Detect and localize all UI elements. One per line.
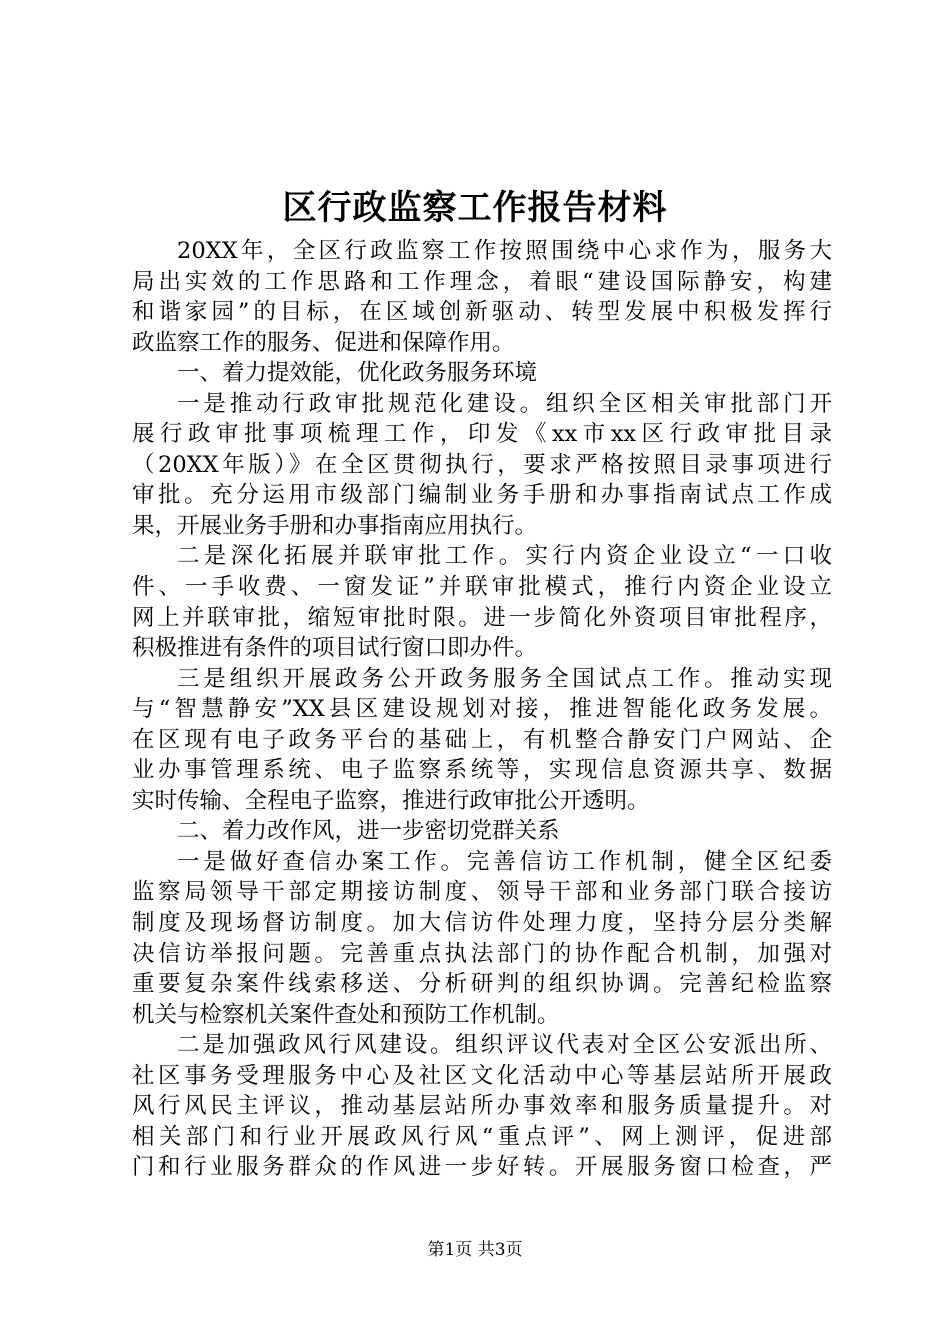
text-line: 展行政审批事项梳理工作，印发《xx市xx区行政审批目录 <box>132 421 832 448</box>
text-line: （20XX年版）》在全区贯彻执行，要求严格按照目录事项进行 <box>132 451 832 478</box>
text-line: 风行风民主评议，推动基层站所办事效率和服务质量提升。对 <box>132 1093 832 1120</box>
section-heading: 二、着力改作风，进一步密切党群关系 <box>177 818 560 845</box>
text-line: 相关部门和行业开展政风行风“重点评”、网上测评，促进部 <box>132 1123 832 1150</box>
text-line: 局出实效的工作思路和工作理念，着眼“建设国际静安，构建 <box>132 268 832 295</box>
text-line: 网上并联审批，缩短审批时限。进一步简化外资项目审批程序， <box>132 604 832 631</box>
text-line: 二是深化拓展并联审批工作。实行内资企业设立“一口收 <box>177 543 832 570</box>
document-title: 区行政监察工作报告材料 <box>282 188 668 228</box>
text-line: 在区现有电子政务平台的基础上，有机整合静安门户网站、企 <box>132 726 832 753</box>
text-line: 重要复杂案件线索移送、分析研判的组织协调。完善纪检监察 <box>132 971 832 998</box>
text-line: 三是组织开展政务公开政务服务全国试点工作。推动实现 <box>177 665 832 692</box>
text-line: 实时传输、全程电子监察，推进行政审批公开透明。 <box>132 787 650 814</box>
text-line: 监察局领导干部定期接访制度、领导干部和业务部门联合接访 <box>132 879 832 906</box>
text-line: 一是做好查信办案工作。完善信访工作机制，健全区纪委 <box>177 848 832 875</box>
text-line: 门和行业服务群众的作风进一步好转。开展服务窗口检查，严 <box>132 1154 832 1181</box>
text-line: 20XX年，全区行政监察工作按照围绕中心求作为，服务大 <box>177 238 832 264</box>
text-line: 和谐家园”的目标，在区域创新驱动、转型发展中积极发挥行 <box>132 299 832 326</box>
text-line: 制度及现场督访制度。加大信访件处理力度，坚持分层分类解 <box>132 910 832 937</box>
text-line: 社区事务受理服务中心及社区文化活动中心等基层站所开展政 <box>132 1062 832 1089</box>
text-line: 机关与检察机关案件查处和预防工作机制。 <box>132 1001 560 1028</box>
text-line: 业办事管理系统、电子监察系统等，实现信息资源共享、数据 <box>132 757 832 784</box>
section-heading: 一、着力提效能，优化政务服务环境 <box>177 360 538 387</box>
text-line: 审批。充分运用市级部门编制业务手册和办事指南试点工作成 <box>132 482 832 509</box>
text-line: 积极推进有条件的项目试行窗口即办件。 <box>132 635 538 662</box>
text-line: 与“智慧静安”XX县区建设规划对接，推进智能化政务发展。 <box>132 696 832 723</box>
text-line: 件、一手收费、一窗发证”并联审批模式，推行内资企业设立 <box>132 574 832 601</box>
document-body <box>132 236 832 1183</box>
page-number-footer: 第1页 共3页 <box>427 1240 523 1260</box>
text-line: 二是加强政风行风建设。组织评议代表对全区公安派出所、 <box>177 1032 832 1059</box>
text-line: 一是推动行政审批规范化建设。组织全区相关审批部门开 <box>177 390 832 417</box>
text-line: 政监察工作的服务、促进和保障作用。 <box>132 329 515 356</box>
text-line: 决信访举报问题。完善重点执法部门的协作配合机制，加强对 <box>132 940 832 967</box>
text-line: 果，开展业务手册和办事指南应用执行。 <box>132 512 538 539</box>
